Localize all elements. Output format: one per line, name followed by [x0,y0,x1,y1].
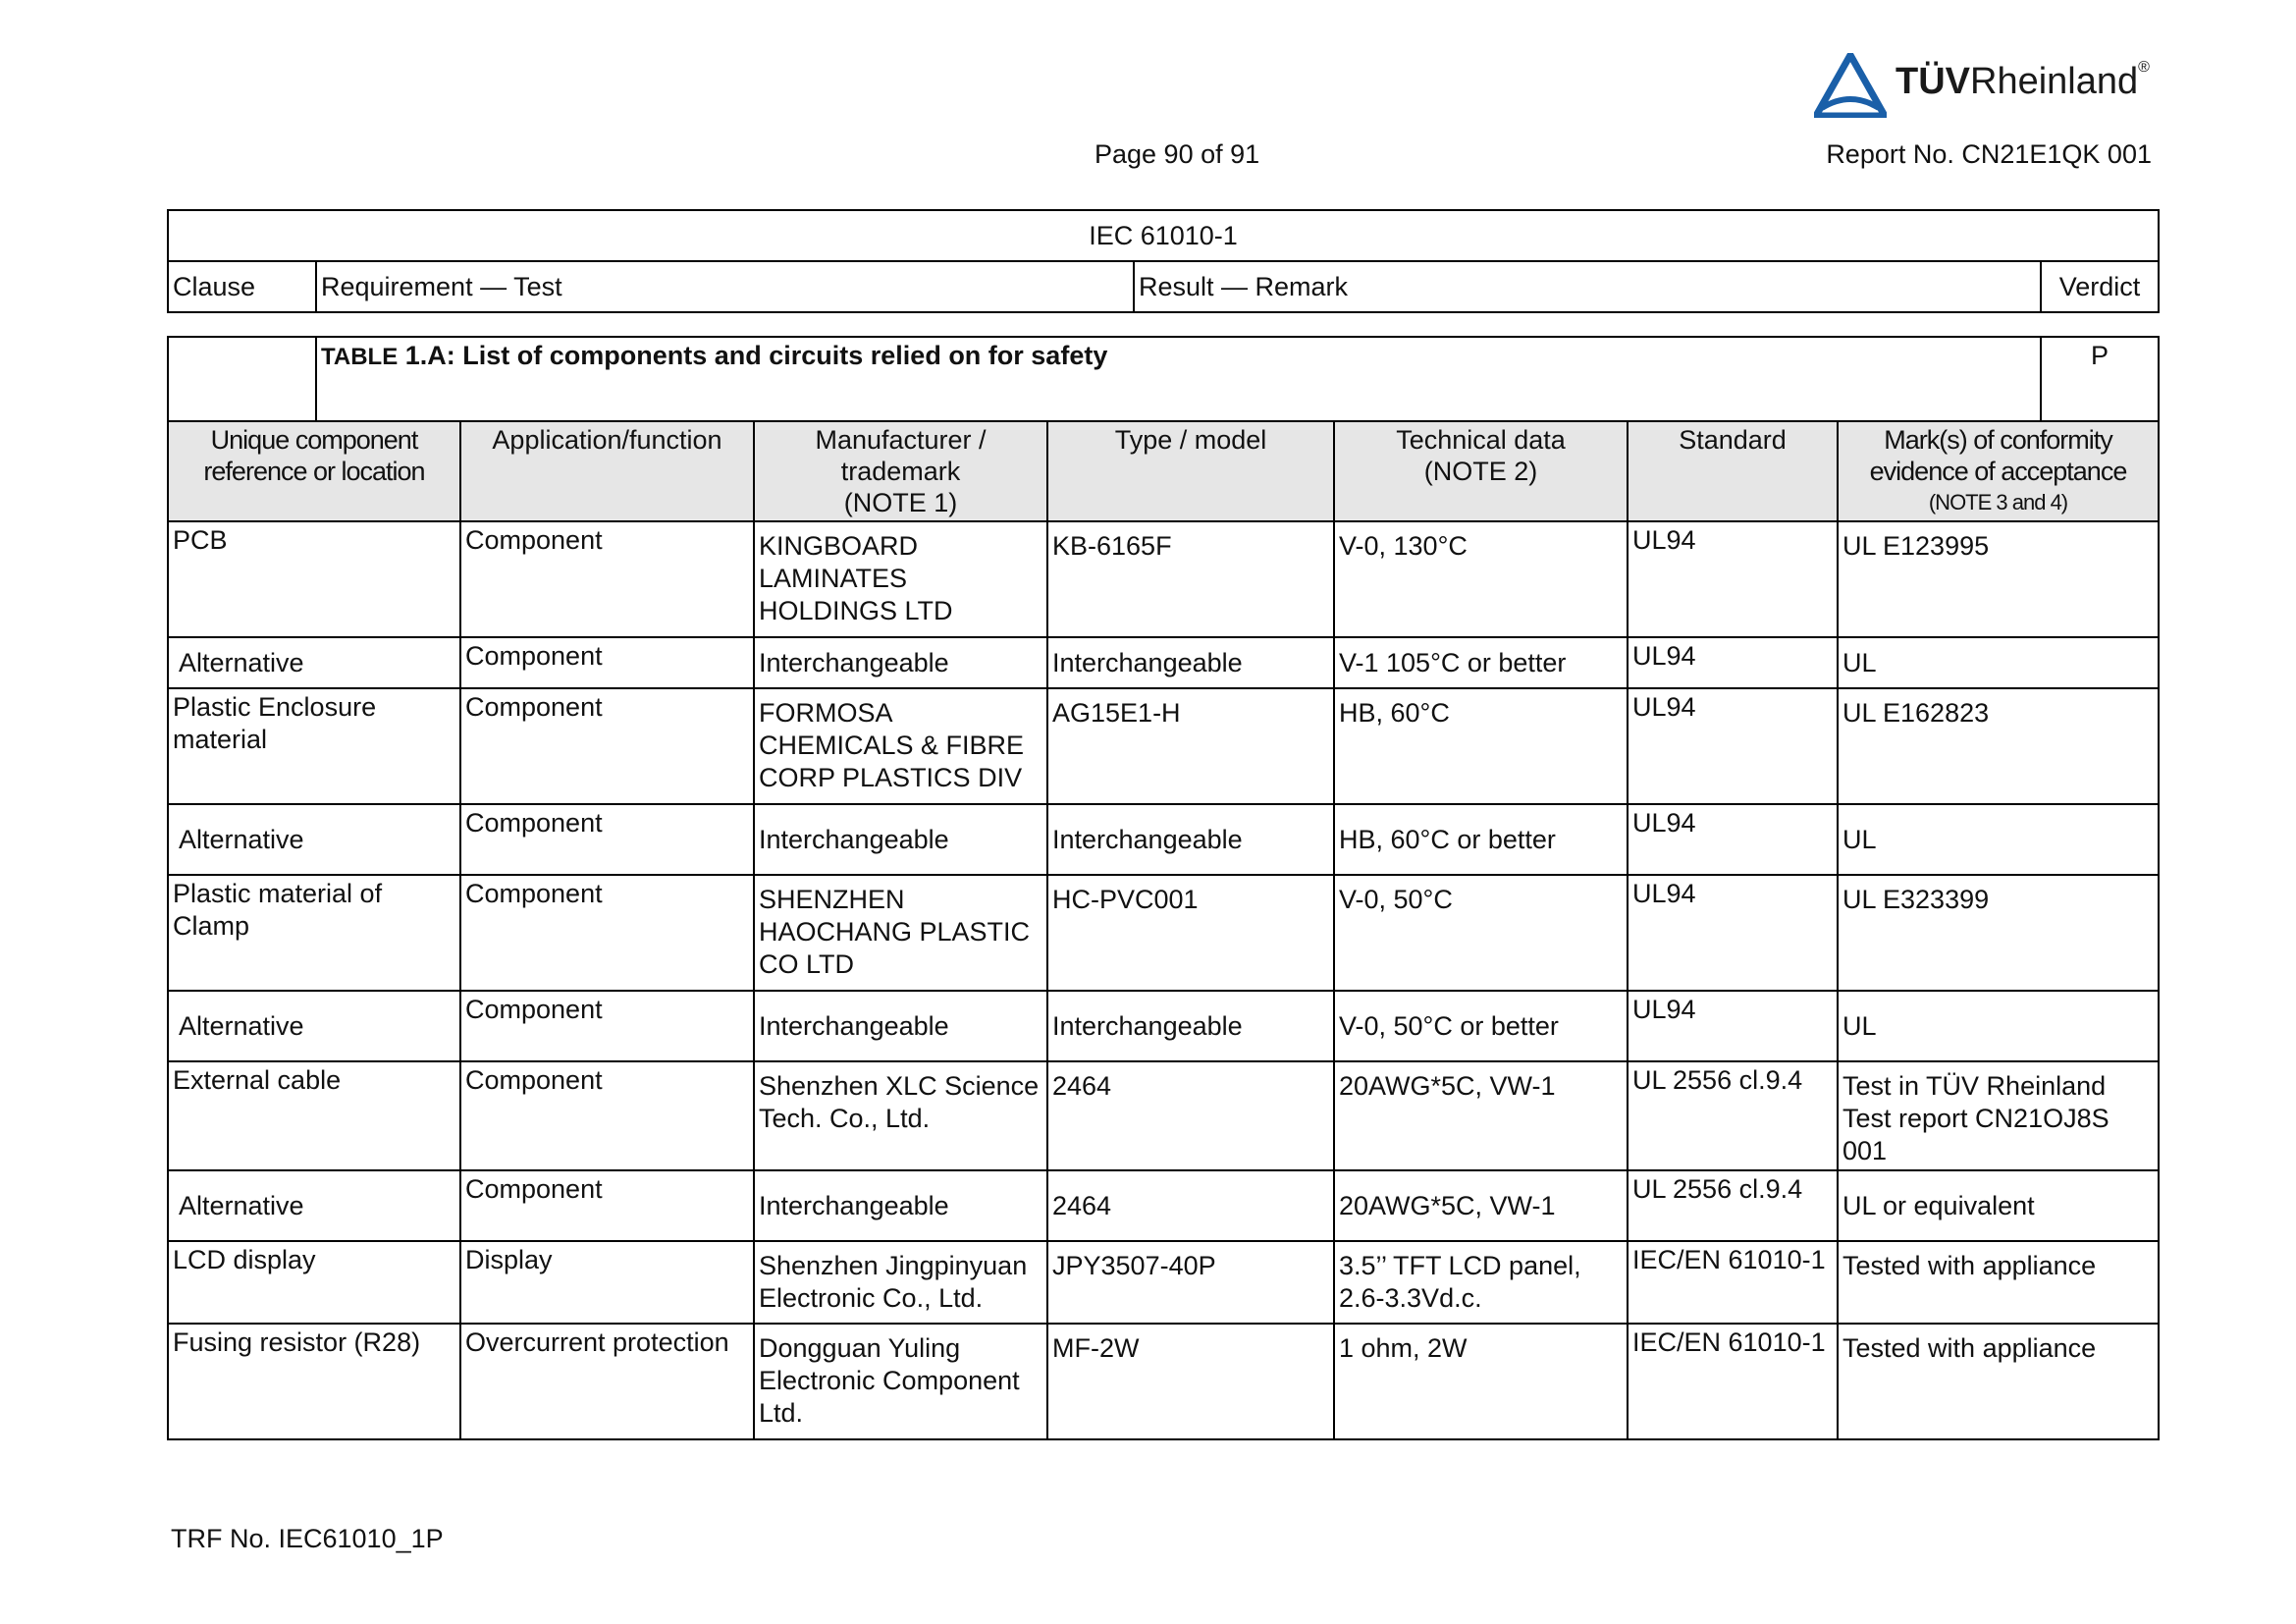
row-reference: Alternative [168,804,460,875]
row-standard: UL94 [1628,875,1838,991]
row-technical-data: HB, 60°C [1334,688,1628,804]
row-application: Component [460,688,754,804]
row-reference: Plastic material of Clamp [168,875,460,991]
row-manufacturer: Shenzhen Jingpinyuan Electronic Co., Ltd. [754,1241,1047,1324]
row-reference: Fusing resistor (R28) [168,1324,460,1439]
clause-header-row [168,261,2159,312]
row-type-model: 2464 [1047,1170,1334,1241]
row-application: Component [460,637,754,688]
row-manufacturer: Dongguan Yuling Electronic Component Ltd. [754,1324,1047,1439]
row-mark: UL [1838,637,2159,688]
row-type-model: 2464 [1047,1061,1334,1170]
result-label: Result — Remark [1134,261,2041,312]
row-manufacturer: Interchangeable [754,991,1047,1061]
row-type-model: KB-6165F [1047,521,1334,637]
row-reference: Alternative [168,991,460,1061]
table-row [168,1061,2159,1170]
row-technical-data: V-0, 50°C or better [1334,991,1628,1061]
table-row [168,1324,2159,1439]
row-application: Component [460,1170,754,1241]
row-type-model: JPY3507-40P [1047,1241,1334,1324]
row-application: Component [460,1061,754,1170]
row-technical-data: HB, 60°C or better [1334,804,1628,875]
row-mark: UL E162823 [1838,688,2159,804]
row-application: Component [460,521,754,637]
row-type-model: Interchangeable [1047,637,1334,688]
row-mark: Tested with appliance [1838,1241,2159,1324]
row-standard: UL94 [1628,637,1838,688]
row-technical-data: V-1 105°C or better [1334,637,1628,688]
row-manufacturer: Interchangeable [754,637,1047,688]
row-standard: IEC/EN 61010-1 [1628,1241,1838,1324]
row-mark: Test in TÜV Rheinland Test report CN21OJ8S 001 [1838,1061,2159,1170]
table-row [168,637,2159,688]
row-type-model: Interchangeable [1047,804,1334,875]
row-standard: IEC/EN 61010-1 [1628,1324,1838,1439]
requirement-label: Requirement — Test [316,261,1134,312]
row-application: Component [460,875,754,991]
standard-row [168,210,2159,261]
row-mark: UL [1838,804,2159,875]
table-title: TABLE 1.A: List of components and circuits relied on for safety [316,337,2041,421]
trf-number: TRF No. IEC61010_1P [171,1524,444,1553]
row-standard: UL94 [1628,991,1838,1061]
logo-text: TÜVRheinland® [1896,59,2150,102]
tuv-triangle-icon [1814,53,1887,118]
row-mark: UL or equivalent [1838,1170,2159,1241]
row-reference: External cable [168,1061,460,1170]
col-technical-data: Technical data (NOTE 2) [1334,421,1628,521]
col-manufacturer: Manufacturer / trademark (NOTE 1) [754,421,1047,521]
col-application: Application/function [460,421,754,521]
row-mark: Tested with appliance [1838,1324,2159,1439]
row-manufacturer: Shenzhen XLC Science Tech. Co., Ltd. [754,1061,1047,1170]
row-type-model: AG15E1-H [1047,688,1334,804]
table-title-row [168,337,2159,421]
row-standard: UL 2556 cl.9.4 [1628,1061,1838,1170]
row-technical-data: 20AWG*5C, VW-1 [1334,1061,1628,1170]
table-row [168,521,2159,637]
row-reference: Plastic Enclosure material [168,688,460,804]
row-mark: UL [1838,991,2159,1061]
table-row [168,991,2159,1061]
col-mark-of-conformity: Mark(s) of conformity evidence of acceptance (NOTE 3 and 4) [1838,421,2159,521]
title-clause-cell [168,337,316,421]
row-manufacturer: Interchangeable [754,804,1047,875]
tuv-rheinland-logo [1814,51,2158,120]
standard-header-table [167,209,2160,313]
col-type-model: Type / model [1047,421,1334,521]
report-number: Report No. CN21E1QK 001 [1826,139,2152,169]
row-manufacturer: FORMOSA CHEMICALS & FIBRE CORP PLASTICS DIV [754,688,1047,804]
page-number: Page 90 of 91 [1095,139,1260,169]
table-row [168,875,2159,991]
table-row [168,688,2159,804]
row-reference: LCD display [168,1241,460,1324]
row-reference: Alternative [168,1170,460,1241]
table-row [168,1241,2159,1324]
row-manufacturer: Interchangeable [754,1170,1047,1241]
row-standard: UL94 [1628,688,1838,804]
row-application: Component [460,804,754,875]
table-row [168,804,2159,875]
row-application: Component [460,991,754,1061]
row-standard: UL94 [1628,521,1838,637]
component-rows [168,521,2159,1439]
col-standard: Standard [1628,421,1838,521]
row-mark: UL E123995 [1838,521,2159,637]
row-manufacturer: SHENZHEN HAOCHANG PLASTIC CO LTD [754,875,1047,991]
row-type-model: HC-PVC001 [1047,875,1334,991]
row-standard: UL94 [1628,804,1838,875]
row-application: Display [460,1241,754,1324]
table-row [168,1170,2159,1241]
table-verdict: P [2041,337,2159,421]
row-manufacturer: KINGBOARD LAMINATES HOLDINGS LTD [754,521,1047,637]
row-technical-data: V-0, 130°C [1334,521,1628,637]
clause-label: Clause [168,261,316,312]
components-table [167,336,2160,1440]
row-reference: Alternative [168,637,460,688]
row-technical-data: V-0, 50°C [1334,875,1628,991]
row-technical-data: 20AWG*5C, VW-1 [1334,1170,1628,1241]
col-unique-reference: Unique component reference or location [168,421,460,521]
row-application: Overcurrent protection [460,1324,754,1439]
row-mark: UL E323399 [1838,875,2159,991]
row-type-model: MF-2W [1047,1324,1334,1439]
column-header-row [168,421,2159,521]
row-type-model: Interchangeable [1047,991,1334,1061]
row-technical-data: 3.5’’ TFT LCD panel, 2.6-3.3Vd.c. [1334,1241,1628,1324]
verdict-label: Verdict [2041,261,2159,312]
row-reference: PCB [168,521,460,637]
row-standard: UL 2556 cl.9.4 [1628,1170,1838,1241]
standard-name: IEC 61010-1 [168,210,2159,261]
row-technical-data: 1 ohm, 2W [1334,1324,1628,1439]
